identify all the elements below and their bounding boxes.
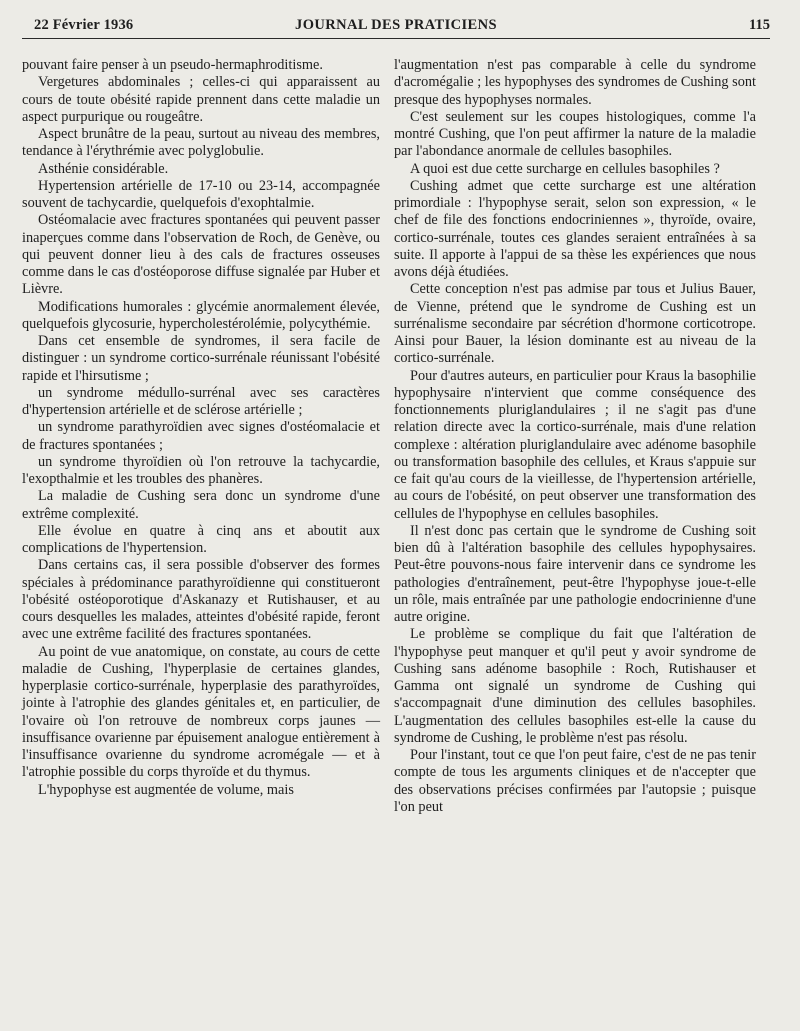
- paragraph: un syndrome thyroïdien où l'on retrouve la tachycardie, l'exopthalmie et les troubles des phanères.: [22, 453, 380, 487]
- header-rule: [22, 38, 770, 39]
- paragraph: Pour d'autres auteurs, en particulier pour Kraus la basophilie hypophysaire n'intervient que comme conséquence des fonctionnements pluriglandulaires ; il ne s'agit pas d'une relation directe avec la cortico-surrénale, mais d'une relation complexe : altération pluriglandulaire avec adénome basophile ou transformation basophile des cellules, et Kraus s'appuie sur ce fait qu'au cours de la vieillesse, de l'hypertension artérielle, au cours de l'obésité, on peut observer une transformation des cellules de l'hypophyse en cellules basophiles.: [394, 367, 756, 522]
- running-header: [22, 17, 770, 39]
- paragraph: l'augmentation n'est pas comparable à celle du syndrome d'acromégalie ; les hypophyses des syndromes de Cushing sont presque des hypophyses normales.: [394, 57, 756, 108]
- journal-title: JOURNAL DES PRATICIENS: [295, 17, 497, 33]
- paragraph: Elle évolue en quatre à cinq ans et aboutit aux complications de l'hypertension.: [22, 522, 380, 556]
- paragraph: A quoi est due cette surcharge en cellules basophiles ?: [410, 160, 720, 177]
- paragraph: Asthénie considérable.: [38, 160, 169, 177]
- paragraph: C'est seulement sur les coupes histologiques, comme l'a montré Cushing, que l'on peut affirmer la nature de la maladie par l'abondance anormale de cellules basophiles.: [394, 108, 756, 160]
- paragraph: un syndrome médullo-surrénal avec ses caractères d'hypertension artérielle et de sclérose artérielle ;: [22, 384, 380, 418]
- paragraph: Dans certains cas, il sera possible d'observer des formes spéciales à prédominance parathyroïdienne qui constitueront l'obésité ostéoporotique d'Askanazy et Rutishauser, et au cours desquelles les malades, atteintes d'obésité rapide, feront avec une extrême facilité des fractures spontanées.: [22, 557, 380, 643]
- paragraph: L'hypophyse est augmentée de volume, mais: [38, 781, 294, 798]
- issue-date: 22 Février 1936: [34, 17, 134, 33]
- paragraph: Hypertension artérielle de 17-10 ou 23-14, accompagnée souvent de tachycardie, quelquefois d'exophtalmie.: [22, 177, 380, 211]
- paragraph: un syndrome parathyroïdien avec signes d'ostéomalacie et de fractures spontanées ;: [22, 419, 380, 453]
- paragraph: Cette conception n'est pas admise par tous et Julius Bauer, de Vienne, prétend que le syndrome de Cushing est un surrénalisme secondaire par sécrétion d'hormone corticotrope. Ainsi pour Bauer, la lésion dominante est au niveau de la cortico-surrénale.: [394, 281, 756, 367]
- paragraph: Le problème se complique du fait que l'altération de l'hypophyse peut manquer et qu'il peut y avoir syndrome de Cushing sans adénome basophile : Roch, Rutishauser et Gamma ont signalé un syndrome de Cushing qui s'accompagnait d'une diminution des cellules basophiles. L'augmentation des cellules basophiles est-elle la cause du syndrome de Cushing, le problème n'est pas résolu.: [394, 626, 756, 746]
- paragraph: Ostéomalacie avec fractures spontanées qui peuvent passer inaperçues comme dans l'observation de Roch, de Genève, ou qui peuvent donner lieu à des cals de fractures osseuses comme dans le cas d'ostéoporose diffuse signalée par Huber et Lièvre.: [22, 212, 380, 298]
- paragraph: Cushing admet que cette surcharge est une altération primordiale : l'hypophyse serait, selon son expression, « le chef de file des fonctions endocriniennes », thyroïde, ovaire, cortico-surrénale, toutes ces glandes seraient entraînées à sa suite. Il apporte à l'appui de sa thèse les expériences que nous avons déjà étudiées.: [394, 177, 756, 280]
- page-number: 115: [749, 17, 770, 33]
- paragraph: Modifications humorales : glycémie anormalement élevée, quelquefois glycosurie, hypercholestérolémie, polycythémie.: [22, 298, 380, 332]
- paragraph: La maladie de Cushing sera donc un syndrome d'une extrême complexité.: [22, 488, 380, 522]
- paragraph: Aspect brunâtre de la peau, surtout au niveau des membres, tendance à l'érythrémie avec polyglobulie.: [22, 126, 380, 160]
- paragraph: Au point de vue anatomique, on constate, au cours de cette maladie de Cushing, l'hyperplasie de certaines glandes, hyperplasie cortico-surrénale, hyperplasie des parathyroïdes, jointe à l'atrophie des glandes génitales et, en particulier, de l'ovaire où l'on retrouve de nombreux corps jaunes — insuffisance ovarienne par épuisement analogue entièrement à l'insuffisance ovarienne du syndrome acromégale — et à l'atrophie possible du corps thyroïde et du thymus.: [22, 643, 380, 781]
- paragraph: Dans cet ensemble de syndromes, il sera facile de distinguer : un syndrome cortico-surrénale réunissant l'obésité rapide et l'hirsutisme ;: [22, 333, 380, 384]
- paragraph: Il n'est donc pas certain que le syndrome de Cushing soit bien dû à l'altération basophile des cellules hypophysaires. Peut-être pouvons-nous faire intervenir dans ce syndrome les pathologies d'entraînement, peut-être l'hypophyse joue-t-elle un rôle, mais entraînée par une pathologie endocrinienne d'une autre origine.: [394, 522, 756, 625]
- left-column: [22, 57, 380, 799]
- paragraph: Pour l'instant, tout ce que l'on peut faire, c'est de ne pas tenir compte de tous les arguments cliniques et de n'accepter que des observations précises confirmées par l'autopsie ; puisque l'on peut: [394, 747, 756, 815]
- right-column: [394, 57, 756, 816]
- paragraph: Vergetures abdominales ; celles-ci qui apparaissent au cours de toute obésité rapide prennent dans cette maladie un aspect purpurique ou rougeâtre.: [22, 74, 380, 125]
- paragraph: pouvant faire penser à un pseudo-hermaphroditisme.: [22, 57, 323, 73]
